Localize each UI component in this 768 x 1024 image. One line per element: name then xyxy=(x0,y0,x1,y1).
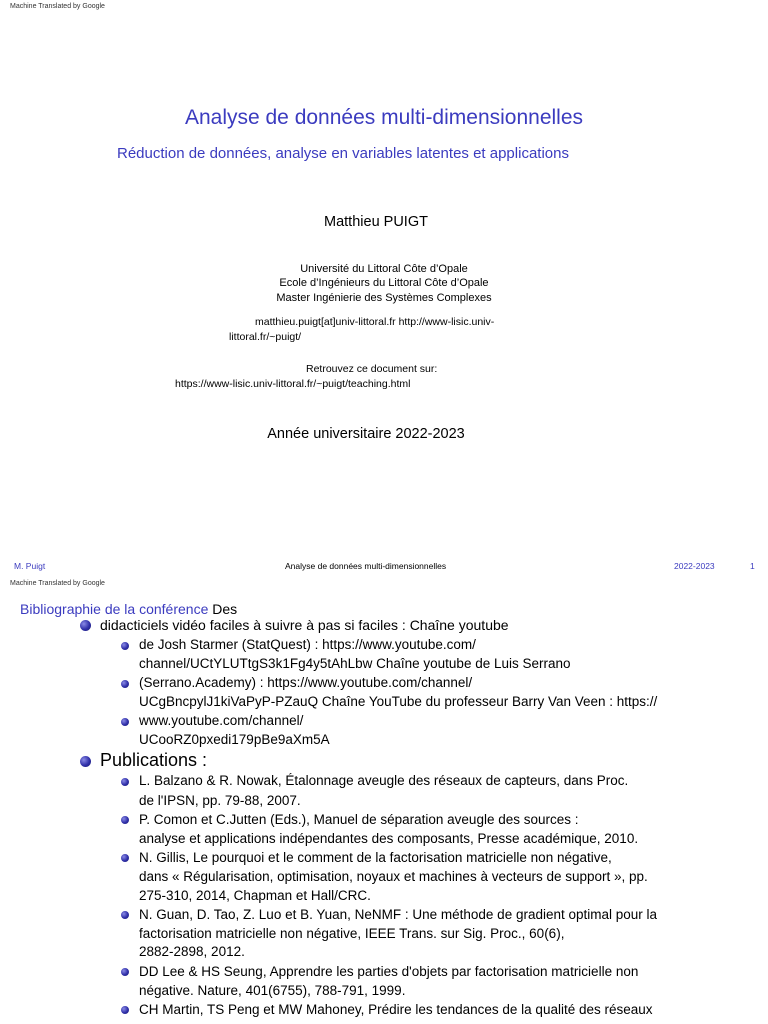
sub-bullet-icon xyxy=(121,680,129,688)
sub-bullet-icon xyxy=(121,778,129,786)
watermark-middle: Machine Translated by Google xyxy=(10,580,105,587)
bullet-icon xyxy=(80,620,91,631)
publication-5-line-1: DD Lee & HS Seung, Apprendre les parties d'objets par factorisation matricielle non xyxy=(139,964,639,979)
bibliography-heading xyxy=(20,601,237,617)
retrouvez-label: Retrouvez ce document sur: xyxy=(306,363,438,375)
slide-title: Analyse de données multi-dimensionnelles xyxy=(184,106,584,129)
publication-6-line-1: CH Martin, TS Peng et MW Mahoney, Prédire les tendances de la qualité des réseaux xyxy=(139,1002,653,1017)
footer-author: M. Puigt xyxy=(14,561,46,571)
slide-subtitle: Réduction de données, analyse en variables latentes et applications xyxy=(117,145,569,162)
publication-2-line-1: P. Comon et C.Jutten (Eds.), Manuel de séparation aveugle des sources : xyxy=(139,812,579,827)
publication-4-line-1: N. Guan, D. Tao, Z. Luo et B. Yuan, NeNMF : Une méthode de gradient optimal pour la xyxy=(139,907,658,922)
footer-year: 2022-2023 xyxy=(674,561,715,571)
tutorial-item-3-line-2[interactable]: UCooRZ0pxedi179pBe9aXm5A xyxy=(139,732,330,747)
institution-line-3: Master Ingénierie des Systèmes Complexes xyxy=(276,292,492,304)
sub-bullet-icon xyxy=(121,854,129,862)
sub-bullet-icon xyxy=(121,718,129,726)
watermark-top: Machine Translated by Google xyxy=(10,3,105,10)
publication-3-line-2: dans « Régularisation, optimisation, noyaux et machines à vecteurs de support », pp. xyxy=(139,869,648,884)
footer-page-number: 1 xyxy=(750,561,755,571)
sub-bullet-icon xyxy=(121,642,129,650)
tutorial-item-1-line-1[interactable]: de Josh Starmer (StatQuest) : https://www.youtube.com/ xyxy=(139,637,476,652)
sub-bullet-icon xyxy=(121,968,129,976)
heading-suffix: Des xyxy=(208,601,238,617)
author-name: Matthieu PUIGT xyxy=(324,214,428,230)
footer-title: Analyse de données multi-dimensionnelles xyxy=(285,561,447,571)
publication-4-line-2: factorisation matricielle non négative, IEEE Trans. sur Sig. Proc., 60(6), xyxy=(139,926,565,941)
publications-heading: Publications : xyxy=(100,750,208,770)
bibliography-title: Bibliographie de la conférence xyxy=(20,601,209,617)
tutorial-item-3-line-1[interactable]: www.youtube.com/channel/ xyxy=(139,713,304,728)
contact-line-1[interactable]: matthieu.puigt[at]univ-littoral.fr http://www-lisic.univ- xyxy=(255,316,495,328)
tutorials-intro: didacticiels vidéo faciles à suivre à pas si faciles : Chaîne youtube xyxy=(100,617,509,633)
bullet-icon xyxy=(80,756,91,767)
institution-line-2: Ecole d’Ingénieurs du Littoral Côte d’Opale xyxy=(279,277,489,289)
publication-1-line-2: de l'IPSN, pp. 79-88, 2007. xyxy=(139,793,301,808)
publication-2-line-2: analyse et applications indépendantes des composants, Presse académique, 2010. xyxy=(139,831,639,846)
publication-5-line-2: négative. Nature, 401(6755), 788-791, 1999. xyxy=(139,983,406,998)
publication-4-line-3: 2882-2898, 2012. xyxy=(139,944,245,959)
tutorial-item-1-line-2[interactable]: channel/UCtYLUTtgS3k1Fg4y5tAhLbw Chaîne youtube de Luis Serrano xyxy=(139,656,571,671)
sub-bullet-icon xyxy=(121,1006,129,1014)
publication-1-line-1: L. Balzano & R. Nowak, Étalonnage aveugle des réseaux de capteurs, dans Proc. xyxy=(139,773,629,788)
sub-bullet-icon xyxy=(121,911,129,919)
tutorial-item-2-line-1[interactable]: (Serrano.Academy) : https://www.youtube.com/channel/ xyxy=(139,675,473,690)
academic-year: Année universitaire 2022-2023 xyxy=(267,426,465,442)
contact-line-2[interactable]: littoral.fr/~puigt/ xyxy=(229,331,302,343)
tutorial-item-2-line-2[interactable]: UCgBncpylJ1kiVaPyP-PZauQ Chaîne YouTube du professeur Barry Van Veen : https:// xyxy=(139,694,658,709)
institution-line-1: Université du Littoral Côte d’Opale xyxy=(300,263,468,275)
publication-3-line-3: 275-310, 2014, Chapman et Hall/CRC. xyxy=(139,888,371,903)
sub-bullet-icon xyxy=(121,816,129,824)
publication-3-line-1: N. Gillis, Le pourquoi et le comment de la factorisation matricielle non négative, xyxy=(139,850,612,865)
teaching-url[interactable]: https://www-lisic.univ-littoral.fr/~puigt/teaching.html xyxy=(175,378,411,390)
